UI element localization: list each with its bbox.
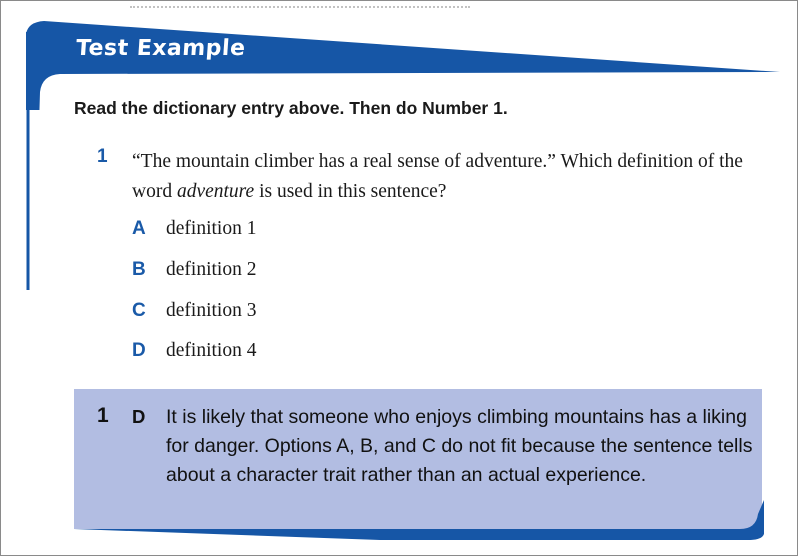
answer-number: 1 [97,404,109,427]
instruction-text: Read the dictionary entry above. Then do Number 1. [74,98,508,118]
left-margin-rule [0,80,60,300]
option-c[interactable] [132,298,432,324]
answer-explanation: It is likely that someone who enjoys climbing mountains has a liking for danger. Options A, B, and C do not fit because the sentence tells about a character trait rather than an actual experience. [166,406,753,486]
answer-letter: D [132,406,146,427]
option-letter: C [132,300,146,321]
option-letter: A [132,218,146,239]
banner-title: Test Example [75,36,247,61]
option-text: definition 4 [166,340,257,361]
question-italic-word: adventure [176,181,255,202]
option-d[interactable] [132,338,432,364]
option-b[interactable] [132,257,432,283]
answer-box-swoosh [0,500,800,558]
question-text-start: “The mountain climber has a real sense of adventure.” Which definition of the word [132,151,743,202]
option-text: definition 1 [166,218,257,239]
option-a[interactable] [132,216,432,242]
question-text [132,147,752,207]
option-letter: B [132,259,146,280]
banner-shape [26,21,780,110]
option-text: definition 2 [166,259,257,280]
option-text: definition 3 [166,300,257,321]
question-number: 1 [97,146,108,167]
question-text-end: is used in this sentence? [254,181,447,202]
option-letter: D [132,340,146,361]
